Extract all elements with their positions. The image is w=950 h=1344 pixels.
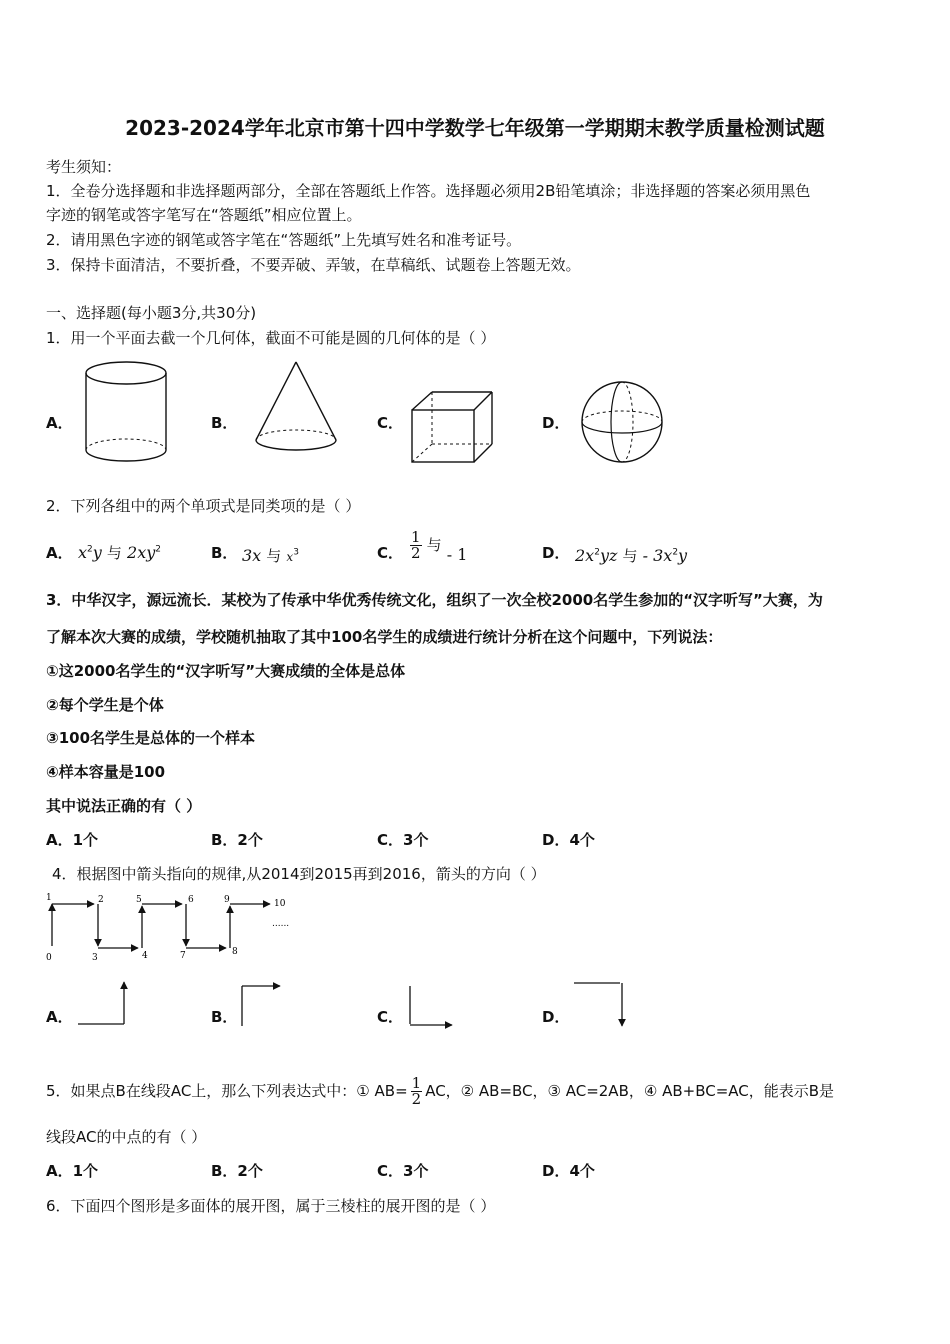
- q5-fraction: [411, 1076, 423, 1107]
- q1-option-c[interactable]: C．: [377, 414, 404, 432]
- sphere-figure: [580, 378, 664, 466]
- q5-stem-line2: 线段AC的中点的有（ ）: [46, 1128, 207, 1146]
- cone-figure: [252, 360, 342, 456]
- q2-b-with: 与: [266, 547, 282, 565]
- q2-a2: 2xy: [127, 543, 156, 562]
- notice-line2: 2．请用黑色字迹的钢笔或答字笔在“答题纸”上先填写姓名和准考证号。: [46, 231, 522, 249]
- q5-stem-a: 5．如果点B在线段AC上，那么下列表达式中：① AB=: [46, 1082, 408, 1100]
- q2-option-b[interactable]: B．: [211, 544, 238, 562]
- q2-option-a-expr: [78, 542, 161, 563]
- q2-a-with: 与: [106, 544, 122, 562]
- q4-stem: 4．根据图中箭头指向的规律,从2014到2015再到2016，箭头的方向（ ）: [52, 865, 546, 883]
- arrow-label-8: 8: [232, 947, 238, 957]
- notice-line3: 3．保持卡面清洁，不要折叠，不要弄破、弄皱，在草稿纸、试题卷上答题无效。: [46, 256, 581, 274]
- q3-option-b[interactable]: B．2个: [211, 831, 263, 849]
- q2-a2-exp: 2: [155, 544, 161, 555]
- q2-c-with: 与: [426, 536, 442, 554]
- notice-heading: 考生须知：: [46, 158, 122, 176]
- q3-statement-1: ①这2000名学生的“汉字听写”大赛成绩的全体是总体: [46, 662, 406, 680]
- q4-option-a[interactable]: A．: [46, 1008, 73, 1026]
- q2-a1-exp: 2: [87, 544, 93, 555]
- q2-option-b-expr: [242, 545, 299, 566]
- q2-option-c-expr: [410, 528, 468, 564]
- q5-option-d[interactable]: D．4个: [542, 1162, 595, 1180]
- notice-line1b: 字迹的钢笔或答字笔写在“答题纸”相应位置上。: [46, 206, 362, 224]
- q2-d1b: yz: [599, 546, 618, 565]
- q2-a1: x: [78, 543, 88, 562]
- q1-option-a[interactable]: A．: [46, 414, 73, 432]
- q5-frac-den: 2: [411, 1090, 422, 1108]
- arrow-label-1: 1: [46, 893, 52, 903]
- q3-stem-line1: 3．中华汉字，源远流长．某校为了传承中华优秀传统文化，组织了一次全校2000名学生参加的“汉字听写”大赛，为: [46, 591, 823, 609]
- q1-option-d[interactable]: D．: [542, 414, 570, 432]
- q4-option-d[interactable]: D．: [542, 1008, 570, 1026]
- arrow-label-6: 6: [188, 895, 194, 905]
- q2-d-with: 与: [622, 547, 638, 565]
- q5-frac-num: 1: [411, 1074, 422, 1092]
- arrow-label-2: 2: [98, 895, 104, 905]
- q4-option-c-arrows: [406, 984, 458, 1030]
- arrow-label-4: 4: [142, 951, 148, 961]
- q5-stem-b: AC，② AB=BC，③ AC=2AB，④ AB+BC=AC，能表示B是: [425, 1082, 835, 1100]
- q2-a1b: y: [92, 543, 102, 562]
- q2-stem: 2．下列各组中的两个单项式是同类项的是（ ）: [46, 497, 361, 515]
- q3-option-a[interactable]: A．1个: [46, 831, 99, 849]
- q3-option-c[interactable]: C．3个: [377, 831, 429, 849]
- q5-option-a[interactable]: A．1个: [46, 1162, 99, 1180]
- arrow-pattern-figure: [40, 890, 300, 962]
- q4-option-a-arrows: [76, 976, 130, 1028]
- q2-b2: x: [286, 550, 294, 564]
- arrow-label-0: 0: [46, 953, 52, 963]
- q5-stem-line1: [46, 1076, 834, 1107]
- q1-option-b[interactable]: B．: [211, 414, 238, 432]
- q2-c-fraction: [410, 530, 422, 561]
- q2-d2: - 3x: [642, 546, 673, 565]
- q2-option-d-expr: [575, 545, 687, 566]
- notice-line1a: 1．全卷分选择题和非选择题两部分，全部在答题纸上作答。选择题必须用2B铅笔填涂；非选择题的答案必须用黑色: [46, 182, 811, 200]
- q2-d2-exp: 2: [672, 547, 679, 558]
- arrow-label-10: 10: [274, 899, 286, 909]
- arrow-label-5: 5: [136, 895, 142, 905]
- q2-b2-exp: 3: [293, 547, 299, 558]
- q2-option-c[interactable]: C．: [377, 544, 404, 562]
- q2-d2b: y: [678, 546, 688, 565]
- arrow-label-9: 9: [224, 895, 230, 905]
- q4-option-d-arrows: [572, 978, 628, 1032]
- arrow-dots: ......: [272, 919, 290, 929]
- q4-option-b[interactable]: B．: [211, 1008, 238, 1026]
- q3-option-d[interactable]: D．4个: [542, 831, 595, 849]
- q5-option-c[interactable]: C．3个: [377, 1162, 429, 1180]
- q3-stem-line2: 了解本次大赛的成绩，学校随机抽取了其中100名学生的成绩进行统计分析在这个问题中，下列说法：: [46, 628, 723, 646]
- cylinder-figure: [80, 360, 172, 466]
- q2-d1-exp: 2: [594, 547, 600, 558]
- q6-stem: 6．下面四个图形是多面体的展开图，属于三棱柱的展开图的是（ ）: [46, 1197, 496, 1215]
- q4-option-b-arrows: [238, 980, 288, 1030]
- q3-statement-3: ③100名学生是总体的一个样本: [46, 729, 256, 747]
- q2-c-num: 1: [411, 528, 421, 546]
- q4-option-c[interactable]: C．: [377, 1008, 404, 1026]
- q2-option-d[interactable]: D．: [542, 544, 570, 562]
- arrow-label-3: 3: [92, 953, 98, 963]
- section-heading: 一、选择题(每小题3分,共30分): [46, 304, 257, 322]
- q2-d1: 2x: [575, 546, 595, 565]
- q1-stem: 1．用一个平面去截一个几何体，截面不可能是圆的几何体的是（ ）: [46, 329, 496, 347]
- cube-figure: [410, 390, 496, 466]
- q5-option-b[interactable]: B．2个: [211, 1162, 263, 1180]
- q2-c-den: 2: [411, 544, 421, 562]
- q3-statement-2: ②每个学生是个体: [46, 696, 164, 714]
- q3-statement-4: ④样本容量是100: [46, 763, 166, 781]
- q2-c2: - 1: [446, 545, 468, 564]
- page-title: 2023-2024学年北京市第十四中学数学七年级第一学期期末教学质量检测试题: [125, 116, 825, 140]
- q3-ask: 其中说法正确的有（ ）: [46, 797, 202, 815]
- q2-b1: 3x: [242, 546, 262, 565]
- q2-option-a[interactable]: A．: [46, 544, 73, 562]
- arrow-label-7: 7: [180, 951, 186, 961]
